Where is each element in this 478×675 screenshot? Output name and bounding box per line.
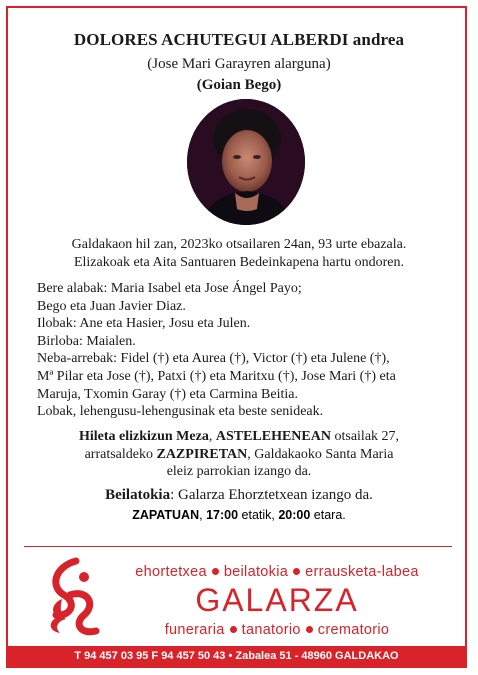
brand-name: GALARZA bbox=[195, 582, 359, 618]
wake-location: : Galarza Ehorztetxean izango da. bbox=[170, 487, 373, 503]
family-line: Birloba: Maialen. bbox=[37, 333, 136, 349]
funeral-mass-info bbox=[0, 428, 478, 481]
family-line: Mª Pilar eta Jose (†), Patxi (†) eta Maritxu (†), Jose Mari (†) eta bbox=[37, 368, 396, 384]
service-item: crematorio bbox=[317, 622, 390, 638]
services-spanish bbox=[112, 622, 442, 638]
sacraments-line: Elizakoak eta Aita Santuaren Bedeinkapena hartu ondoren. bbox=[73, 255, 405, 270]
funeral-time: ZAZPIRETAN bbox=[156, 446, 248, 462]
wake-from-word: etatik, bbox=[238, 508, 279, 522]
wake-info bbox=[0, 487, 478, 504]
death-date-line: Galdakaon hil zan, 2023ko otsailaren 24an, 93 urte ebazala. bbox=[71, 237, 407, 252]
funeral-mass-label: Hileta elizkizun Meza bbox=[78, 429, 209, 444]
wake-from-time: 17:00 bbox=[206, 508, 239, 522]
service-item: funeraria bbox=[164, 622, 225, 638]
divider bbox=[24, 546, 452, 547]
family-line: Bego eta Juan Javier Diaz. bbox=[37, 298, 186, 314]
family-line: Lobak, lehengusu-lehengusinak eta beste senideak. bbox=[37, 404, 324, 420]
funeral-date: otsailak 27, bbox=[330, 429, 400, 444]
wake-to-word: etara. bbox=[310, 508, 346, 522]
service-item: beilatokia bbox=[223, 564, 289, 580]
wake-to-time: 20:00 bbox=[278, 508, 311, 522]
contact-footer: T 94 457 03 95 F 94 457 50 43 • Zabalea 51 - 48960 GALDAKAO bbox=[8, 646, 465, 666]
funeral-day: ASTELEHENEAN bbox=[215, 429, 331, 444]
service-item: ehortetxea bbox=[135, 564, 207, 580]
death-announcement bbox=[0, 236, 478, 272]
separator: , bbox=[208, 429, 216, 444]
family-list bbox=[37, 280, 447, 421]
portrait-photo bbox=[187, 99, 305, 225]
funeral-line-3: eleiz parrokian izango da. bbox=[166, 464, 312, 480]
wake-times bbox=[0, 508, 478, 522]
bullet-dot-icon bbox=[230, 626, 237, 633]
family-line: Ilobak: Ane eta Hasier, Josu eta Julen. bbox=[37, 316, 251, 332]
galarza-flame-logo-icon bbox=[40, 555, 106, 639]
family-line: Maruja, Txomin Garay (†) eta Carmina Beitia. bbox=[37, 386, 298, 402]
funeral-line-1 bbox=[0, 428, 478, 446]
service-item: errausketa-labea bbox=[305, 564, 419, 580]
services-basque bbox=[112, 564, 442, 580]
wake-label: Beilatokia bbox=[105, 487, 171, 503]
widow-of-subtitle: (Jose Mari Garayren alarguna) bbox=[147, 56, 331, 72]
service-item: tanatorio bbox=[241, 622, 301, 638]
funeral-line-2 bbox=[0, 446, 478, 464]
bullet-dot-icon bbox=[212, 568, 219, 575]
bullet-dot-icon bbox=[293, 568, 300, 575]
family-line: Neba-arrebak: Fidel (†) eta Aurea (†), Victor (†) eta Julene (†), bbox=[37, 351, 390, 367]
deceased-name: DOLORES ACHUTEGUI ALBERDI andrea bbox=[73, 30, 405, 49]
bullet-dot-icon bbox=[306, 626, 313, 633]
funeral-time-prefix: arratsaldeko bbox=[84, 446, 157, 462]
rest-in-peace: (Goian Bego) bbox=[196, 77, 282, 93]
family-line: Bere alabak: Maria Isabel eta Jose Ángel Payo; bbox=[37, 281, 302, 296]
separator: , bbox=[199, 508, 207, 522]
wake-day: ZAPATUAN bbox=[132, 508, 200, 522]
funeral-place: , Galdakaoko Santa Maria bbox=[247, 446, 394, 462]
